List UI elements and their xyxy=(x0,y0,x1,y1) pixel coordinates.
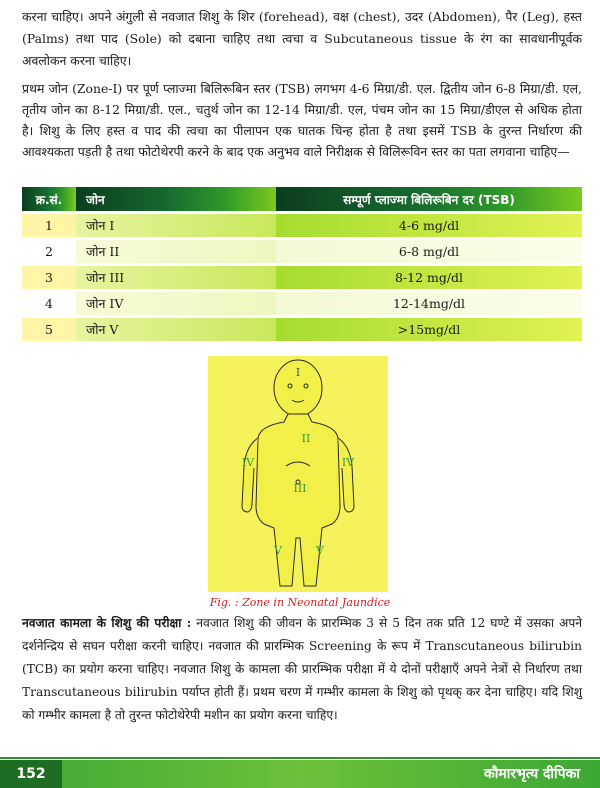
zone-label-II: II xyxy=(301,432,311,445)
cell-zone: जोन IV xyxy=(76,292,276,315)
zone-label-I: I xyxy=(295,366,301,379)
section-text: नवजात शिशु की जीवन के प्रारम्भिक 3 से 5 दिन तक प्रति 12 घण्टे में उसका अपने दर्शनेन्द्रिय से सघन परीक्षा करनी चाहिए। नवजात की प्रारम्भिक Screening के रूप में Transcutaneous bilirubin (TCB) का प्रयोग करना चाहिए। नवजात शिशु के कामला की प्रारम्भिक परीक्षा में ये दोनों परीक्षाएँ अपने नेत्रों से निर्धारण तथा Transcutaneous bilirubin पर्याप्त होती हैं। प्रथम चरण में गम्भीर कामला के शिशु को पृथक् कर देना चाहिए। यदि शिशु को गम्भीर कामला है तो तुरन्त फोटोथेरेपी मशीन का प्रयोग करना चाहिए। xyxy=(22,616,583,722)
header-zone: जोन xyxy=(76,187,276,211)
book-title: कौमारभृत्य दीपिका xyxy=(483,766,580,782)
table-row xyxy=(22,214,582,237)
baby-outline-illustration xyxy=(208,356,388,592)
cell-zone: जोन I xyxy=(76,214,276,237)
paragraph-zone-tsb: प्रथम जोन (Zone-I) पर पूर्ण प्लाज्मा बिलिरूबिन स्तर (TSB) लगभग 4-6 मिग्रा/डी. एल. द्वितीय जोन 6-8 मिग्रा/डी. एल, तृतीय जोन का 8-12 मिग्रा/डी. एल., चतुर्थ जोन का 12-14 मिग्रा/डी. एल, पंचम जोन का 15 मिग्रा/डीएल से अधिक होता है। शिशु के लिए हस्त व पाद की त्वचा का पीलापन एक घातक चिन्ह होता है तथा इसमें TSB के तुरन्त निर्धारण की आवश्यकता पड़ती है तथा फोटोथेरपी करने के बाद एक अनुभव वाले निरीक्षक से विलिरूविन स्तर का पता लगवाना चाहिए— xyxy=(22,81,582,159)
table-row xyxy=(22,266,582,289)
header-tsb: सम्पूर्ण प्लाज्मा बिलिरूबिन दर (TSB) xyxy=(276,187,582,211)
zone-label-IV-left: IV xyxy=(241,456,255,469)
cell-tsb: >15mg/dl xyxy=(276,318,582,341)
table-row xyxy=(22,318,582,341)
cell-tsb: 12-14mg/dl xyxy=(276,292,582,315)
page-number: 152 xyxy=(0,760,62,788)
table-header-row xyxy=(22,187,582,211)
section-heading: नवजात कामला के शिशु की परीक्षा : xyxy=(22,616,192,630)
cell-zone: जोन III xyxy=(76,266,276,289)
cell-serial: 5 xyxy=(22,318,76,341)
cell-zone: जोन II xyxy=(76,240,276,263)
cell-serial: 2 xyxy=(22,240,76,263)
baby-left-arm xyxy=(242,438,258,512)
figure-caption: Fig. : Zone in Neonatal Jaundice xyxy=(209,596,391,609)
paragraph-examination xyxy=(22,612,582,727)
table-row xyxy=(22,292,582,315)
cell-serial: 3 xyxy=(22,266,76,289)
neonatal-jaundice-zone-figure xyxy=(208,356,388,592)
cell-serial: 1 xyxy=(22,214,76,237)
footer-divider xyxy=(0,757,600,759)
table-row xyxy=(22,240,582,263)
zone-label-V-right: V xyxy=(316,544,324,557)
zone-label-III: III xyxy=(293,482,307,495)
baby-right-arm xyxy=(338,438,354,512)
baby-body xyxy=(256,414,340,586)
cell-serial: 4 xyxy=(22,292,76,315)
cell-tsb: 8-12 mg/dl xyxy=(276,266,582,289)
zone-tsb-table xyxy=(22,184,582,344)
zone-label-V-left: V xyxy=(274,544,282,557)
header-serial: क्र.सं. xyxy=(22,187,76,211)
zone-label-IV-right: IV xyxy=(341,456,355,469)
paragraph-skin-examination: करना चाहिए। अपने अंगुली से नवजात शिशु के शिर (forehead), वक्ष (chest), उदर (Abdomen), पैर (Leg), हस्त (Palms) तथा पाद (Sole) को दबाना चाहिए तथा त्वचा व Subcutaneous tissue के रंग का सावधानीपूर्वक अवलोकन करना चाहिए। xyxy=(22,9,582,68)
cell-tsb: 6-8 mg/dl xyxy=(276,240,582,263)
cell-tsb: 4-6 mg/dl xyxy=(276,214,582,237)
cell-zone: जोन V xyxy=(76,318,276,341)
